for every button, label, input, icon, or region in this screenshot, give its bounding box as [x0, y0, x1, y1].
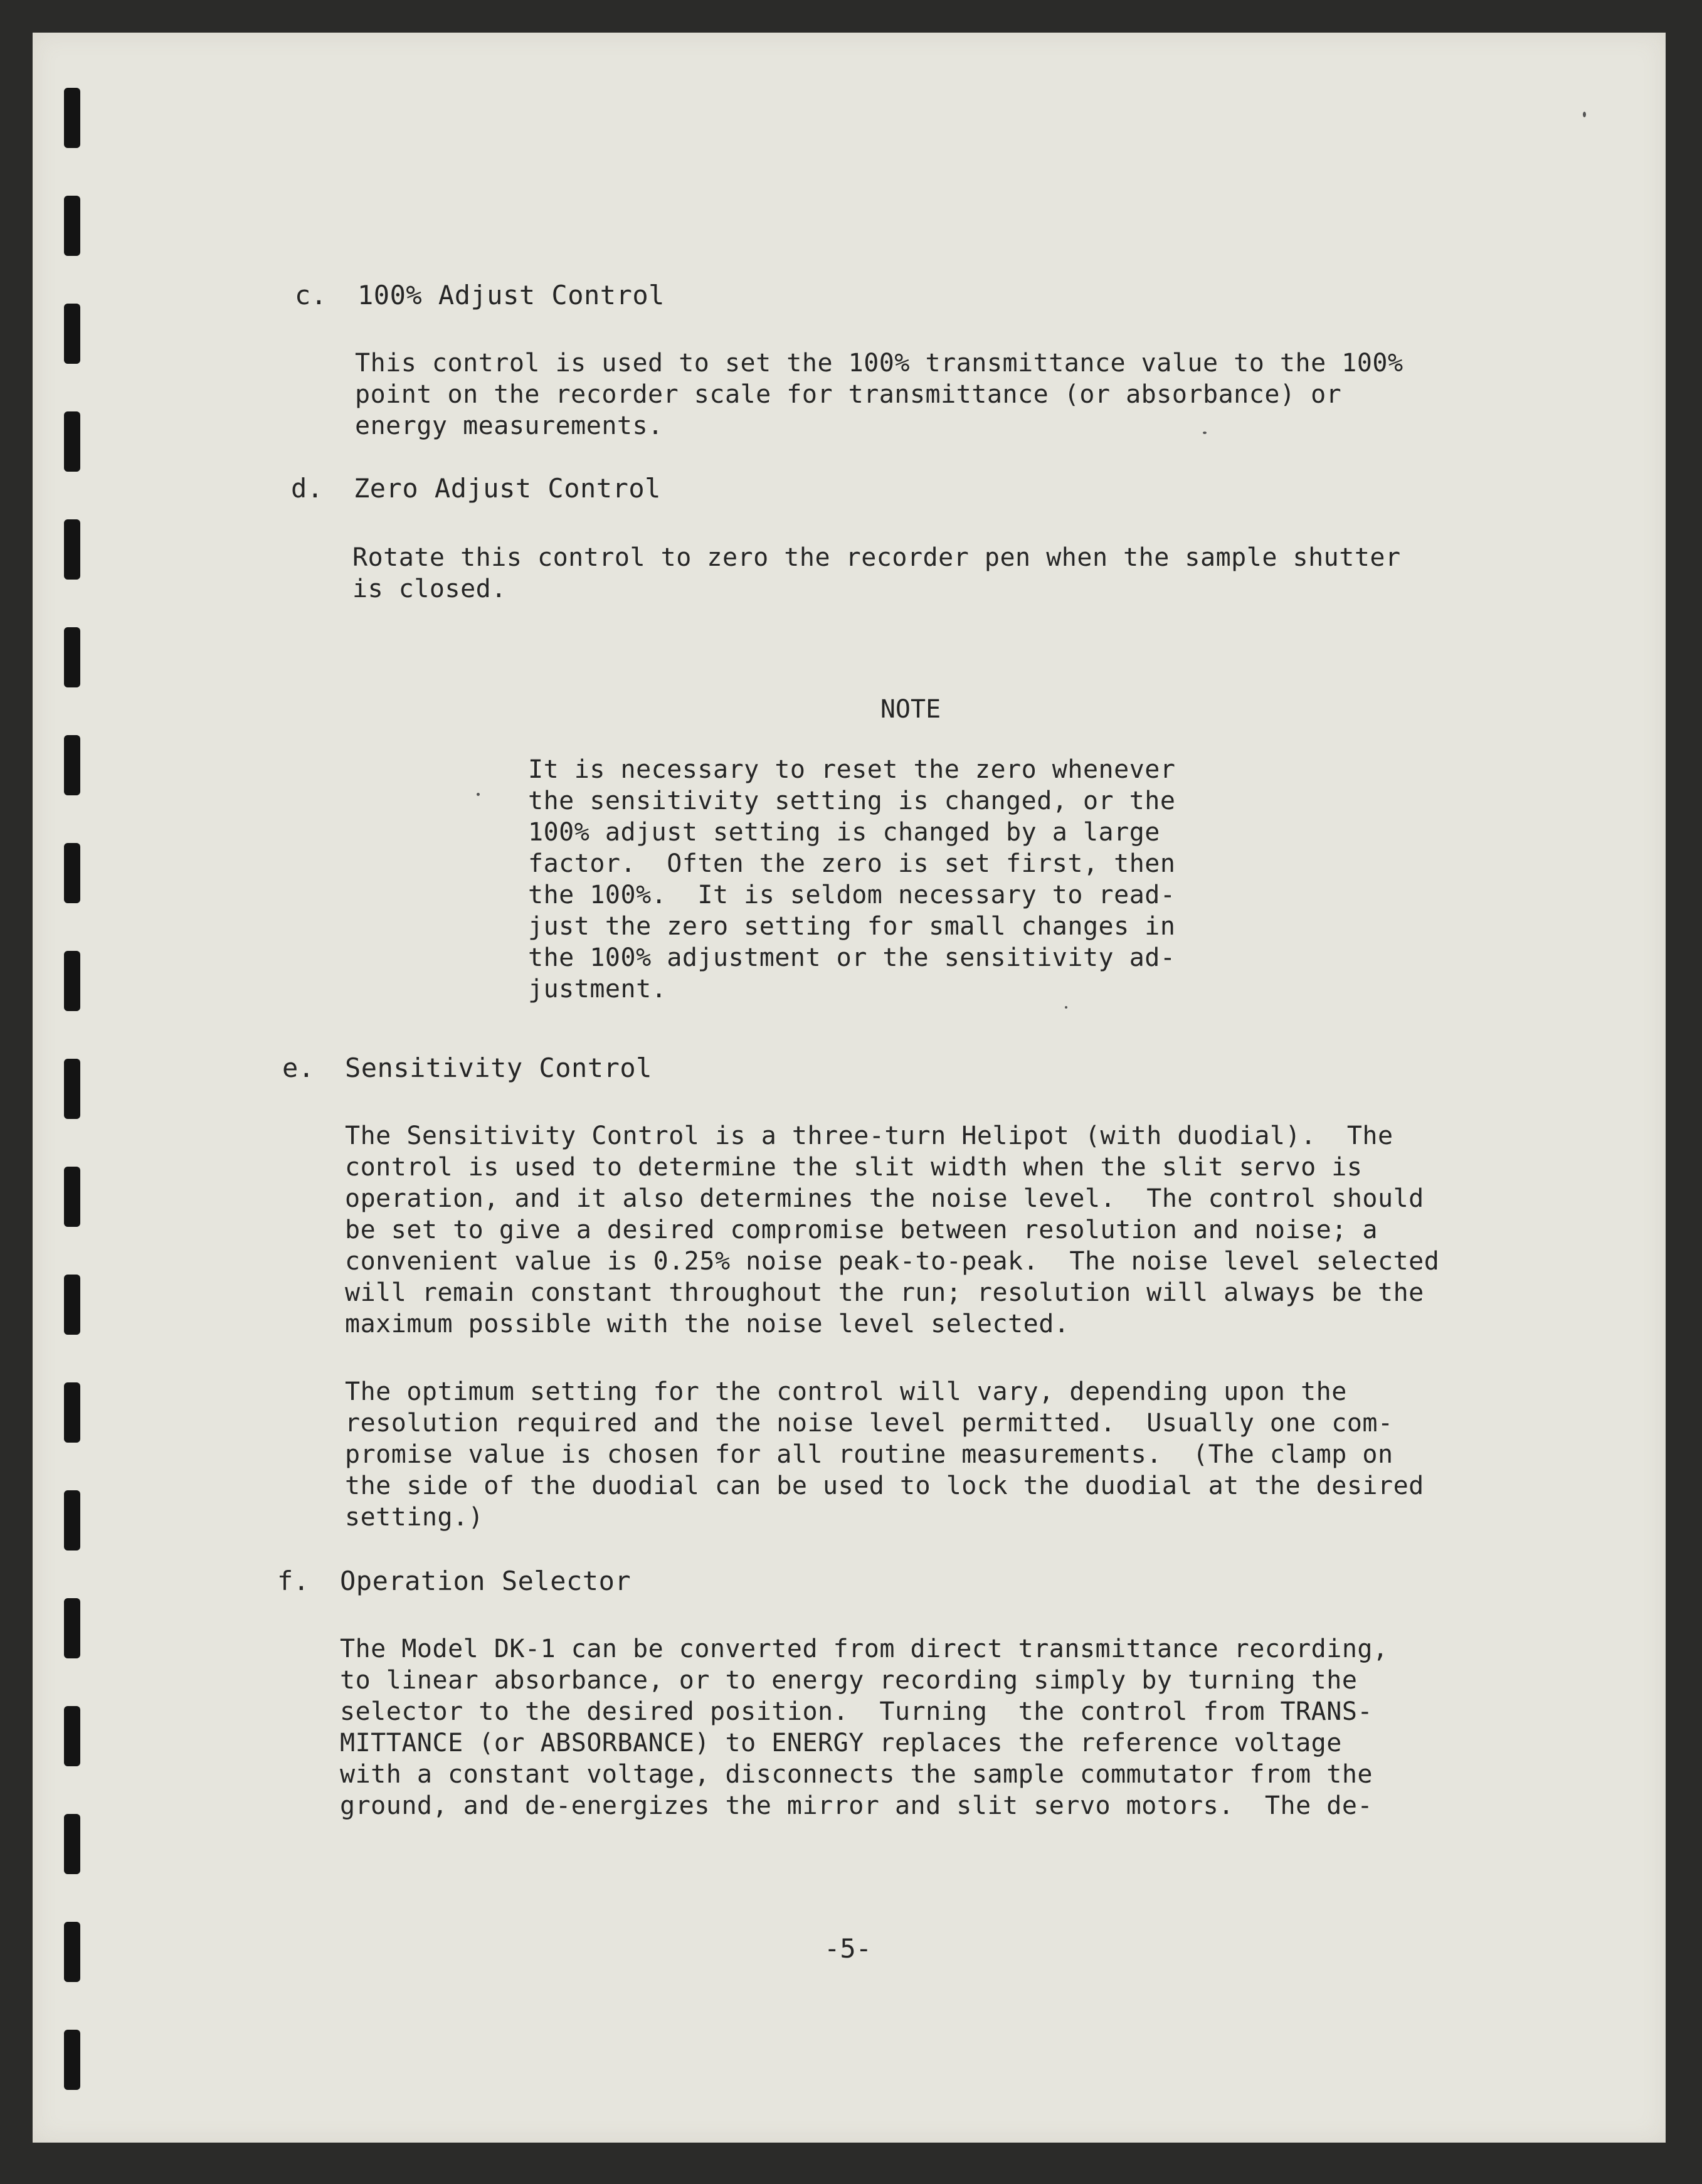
- binding-hole: [64, 519, 80, 580]
- binding-hole: [64, 2030, 80, 2090]
- binding-hole: [64, 1706, 80, 1766]
- binding-hole: [64, 1275, 80, 1335]
- paper-speck: [1203, 432, 1207, 434]
- note-line: factor. Often the zero is set first, then: [528, 849, 1176, 878]
- section-e-paragraph-line: operation, and it also determines the noise level. The control should: [345, 1184, 1424, 1213]
- page-number: -5-: [824, 1933, 872, 1964]
- binding-hole: [64, 1490, 80, 1551]
- section-f-paragraph-line: selector to the desired position. Turning the control from TRANS-: [340, 1697, 1373, 1726]
- document-page: [33, 33, 1666, 2143]
- section-f-paragraph-line: The Model DK-1 can be converted from direct transmittance recording,: [340, 1635, 1388, 1663]
- note-line: justment.: [528, 975, 667, 1004]
- section-c-title: 100% Adjust Control: [357, 280, 665, 310]
- section-e-paragraph-line: be set to give a desired compromise between resolution and noise; a: [345, 1216, 1378, 1244]
- section-d-paragraph-line: is closed.: [352, 575, 507, 603]
- section-e-paragraph-line: the side of the duodial can be used to lock the duodial at the desired: [345, 1471, 1424, 1500]
- section-c-paragraph-line: point on the recorder scale for transmittance (or absorbance) or: [355, 380, 1342, 409]
- section-f-marker: f.: [277, 1566, 310, 1596]
- binding-hole: [64, 1382, 80, 1443]
- binding-hole: [64, 1814, 80, 1874]
- paper-speck: [1065, 1006, 1067, 1009]
- binding-hole: [64, 735, 80, 795]
- section-e-title: Sensitivity Control: [345, 1052, 652, 1083]
- section-d-marker: d.: [291, 473, 324, 504]
- section-c-paragraph-line: This control is used to set the 100% transmittance value to the 100%: [355, 349, 1403, 378]
- note-line: the sensitivity setting is changed, or the: [528, 787, 1176, 815]
- binding-hole: [64, 951, 80, 1011]
- note-line: just the zero setting for small changes in: [528, 912, 1176, 941]
- section-f-paragraph-line: to linear absorbance, or to energy recording simply by turning the: [340, 1666, 1358, 1695]
- section-e-paragraph-line: maximum possible with the noise level selected.: [345, 1310, 1070, 1338]
- section-e-paragraph-line: promise value is chosen for all routine measurements. (The clamp on: [345, 1440, 1393, 1469]
- section-f-paragraph-line: MITTANCE (or ABSORBANCE) to ENERGY replaces the reference voltage: [340, 1729, 1342, 1757]
- section-e-paragraph-line: The optimum setting for the control will vary, depending upon the: [345, 1377, 1347, 1406]
- section-f-paragraph-line: with a constant voltage, disconnects the sample commutator from the: [340, 1760, 1373, 1789]
- section-e-paragraph-line: will remain constant throughout the run; resolution will always be the: [345, 1278, 1424, 1307]
- section-e-paragraph-line: setting.): [345, 1503, 484, 1532]
- note-title: NOTE: [880, 695, 941, 724]
- section-e-paragraph-line: control is used to determine the slit width when the slit servo is: [345, 1153, 1363, 1182]
- section-c-paragraph-line: energy measurements.: [355, 411, 663, 440]
- binding-hole: [64, 1059, 80, 1119]
- section-c-marker: c.: [295, 280, 327, 310]
- binding-hole: [64, 88, 80, 148]
- binding-hole: [64, 304, 80, 364]
- section-e-paragraph-line: resolution required and the noise level permitted. Usually one com-: [345, 1409, 1393, 1438]
- binding-hole: [64, 196, 80, 256]
- binding-hole: [64, 1922, 80, 1982]
- note-line: the 100% adjustment or the sensitivity ad-: [528, 943, 1176, 972]
- section-e-marker: e.: [282, 1052, 315, 1083]
- note-line: 100% adjust setting is changed by a large: [528, 818, 1160, 847]
- paper-speck: [477, 793, 480, 796]
- paper-speck: [1583, 112, 1586, 117]
- binding-hole: [64, 411, 80, 472]
- binding-hole: [64, 1167, 80, 1227]
- section-e-paragraph-line: convenient value is 0.25% noise peak-to-peak. The noise level selected: [345, 1247, 1440, 1276]
- section-d-title: Zero Adjust Control: [354, 473, 661, 504]
- section-e-paragraph-line: The Sensitivity Control is a three-turn Helipot (with duodial). The: [345, 1121, 1393, 1150]
- binding-hole: [64, 1598, 80, 1658]
- section-d-paragraph-line: Rotate this control to zero the recorder pen when the sample shutter: [352, 543, 1401, 572]
- section-f-title: Operation Selector: [340, 1566, 632, 1596]
- section-f-paragraph-line: ground, and de-energizes the mirror and slit servo motors. The de-: [340, 1791, 1373, 1820]
- note-line: the 100%. It is seldom necessary to read-: [528, 881, 1176, 909]
- binding-hole: [64, 843, 80, 903]
- binding-hole: [64, 627, 80, 687]
- note-line: It is necessary to reset the zero whenever: [528, 755, 1176, 784]
